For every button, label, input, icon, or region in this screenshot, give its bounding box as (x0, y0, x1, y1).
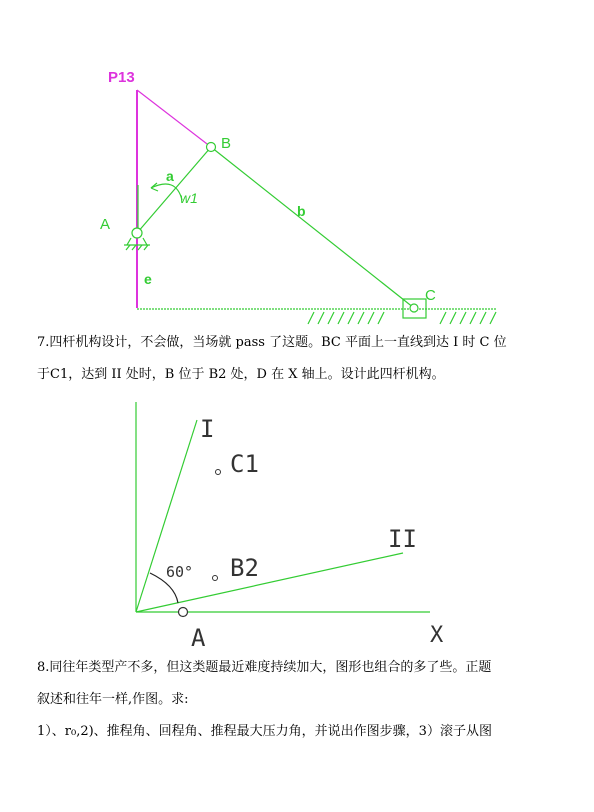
label-line-ii: II (388, 525, 417, 553)
label-link-b: b (297, 203, 306, 219)
problem7-line2: 于C1，达到 II 处时，B 位于 B2 处，D 在 X 轴上。设计此四杆机构。 (37, 367, 445, 382)
problem8-line3: 1）、r₀,2)、推程角、回程角、推程最大压力角，并说出作图步骤，3）滚子从图 (37, 724, 492, 739)
label-p13: P13 (108, 69, 135, 86)
label-line-i: I (200, 415, 215, 443)
label-link-a: a (166, 168, 174, 184)
point-b2 (213, 576, 218, 581)
label-angle: 60° (166, 563, 194, 581)
label-a: A (100, 216, 111, 233)
point-c1 (216, 470, 221, 475)
point-a-circle (179, 608, 188, 617)
label-c1: C1 (230, 450, 259, 478)
label-link-e: e (144, 271, 152, 287)
label-c: C (425, 287, 436, 304)
problem7-line1: 7.四杆机构设计，不会做，当场就 pass 了这题。BC 平面上一直线到达 I 时 C 位 (37, 335, 507, 350)
label-point-a: A (191, 624, 206, 652)
label-b2: B2 (230, 554, 259, 582)
label-omega: w1 (180, 190, 198, 206)
label-b: B (221, 135, 232, 152)
problem8-line1: 8.同往年类型产不多，但这类题最近难度持续加大，图形也组合的多了些。正题 (37, 660, 492, 675)
label-axis-x: X (430, 623, 444, 648)
problem8-line2: 叙述和往年一样,作图。求: (37, 692, 189, 707)
line-ii (136, 553, 403, 612)
